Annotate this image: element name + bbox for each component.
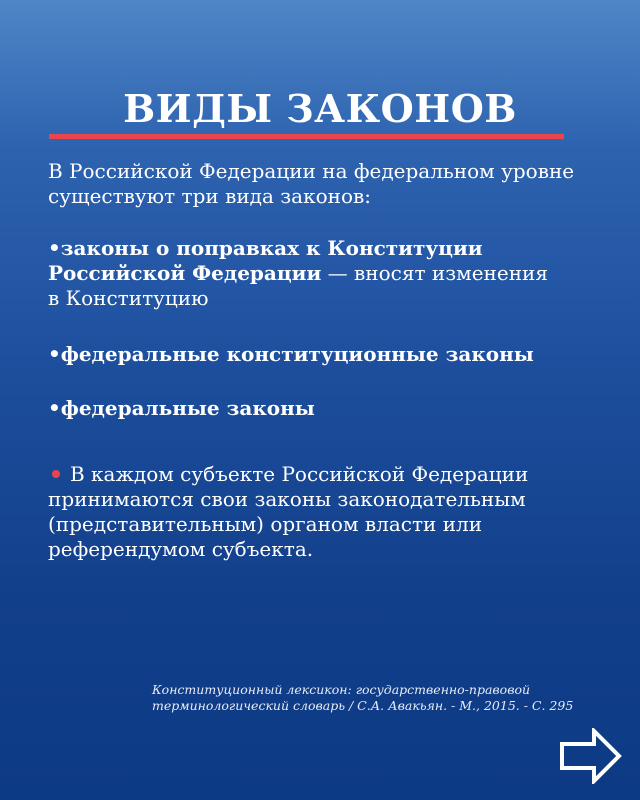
list-item-federal-laws: [48, 396, 608, 421]
item-1-rest-line-2: — вносят изменения: [321, 261, 548, 285]
note-line-2: принимаются свои законы законодательным: [48, 487, 526, 511]
item-1-bold-line-1: законы о поправках к Конституции: [60, 236, 483, 260]
intro-text: [48, 159, 608, 209]
intro-line-1: В Российской Федерации на федеральном уровне: [48, 159, 575, 183]
subject-laws-note: [48, 462, 588, 562]
source-line-1: Конституционный лексикон: государственно-правовой: [152, 682, 531, 697]
page-title: ВИДЫ ЗАКОНОВ: [123, 86, 517, 131]
arrow-right-outline-icon: [560, 728, 622, 784]
title-divider: [49, 134, 564, 139]
bullet: •: [48, 396, 61, 420]
note-line-3: (представительным) органом власти или: [48, 512, 483, 536]
list-item-federal-constitutional-laws: [48, 342, 608, 367]
next-slide-button[interactable]: [560, 728, 622, 784]
source-line-2: терминологический словарь / С.А. Авакьян. - М., 2015. - С. 295: [152, 698, 574, 713]
intro-line-2: существуют три вида законов:: [48, 184, 372, 208]
item-3-bold: федеральные законы: [60, 396, 315, 420]
list-item-amendment-laws: [48, 236, 608, 311]
source-citation: [152, 682, 612, 714]
item-2-bold: федеральные конституционные законы: [60, 342, 534, 366]
bullet: •: [48, 236, 61, 260]
item-1-bold-line-2: Российской Федерации: [48, 261, 322, 285]
note-line-1: В каждом субъекте Российской Федерации: [70, 462, 529, 486]
red-bullet-icon: [52, 470, 60, 478]
item-1-line-3: в Конституцию: [48, 286, 209, 310]
note-line-4: референдумом субъекта.: [48, 537, 314, 561]
bullet: •: [48, 342, 61, 366]
